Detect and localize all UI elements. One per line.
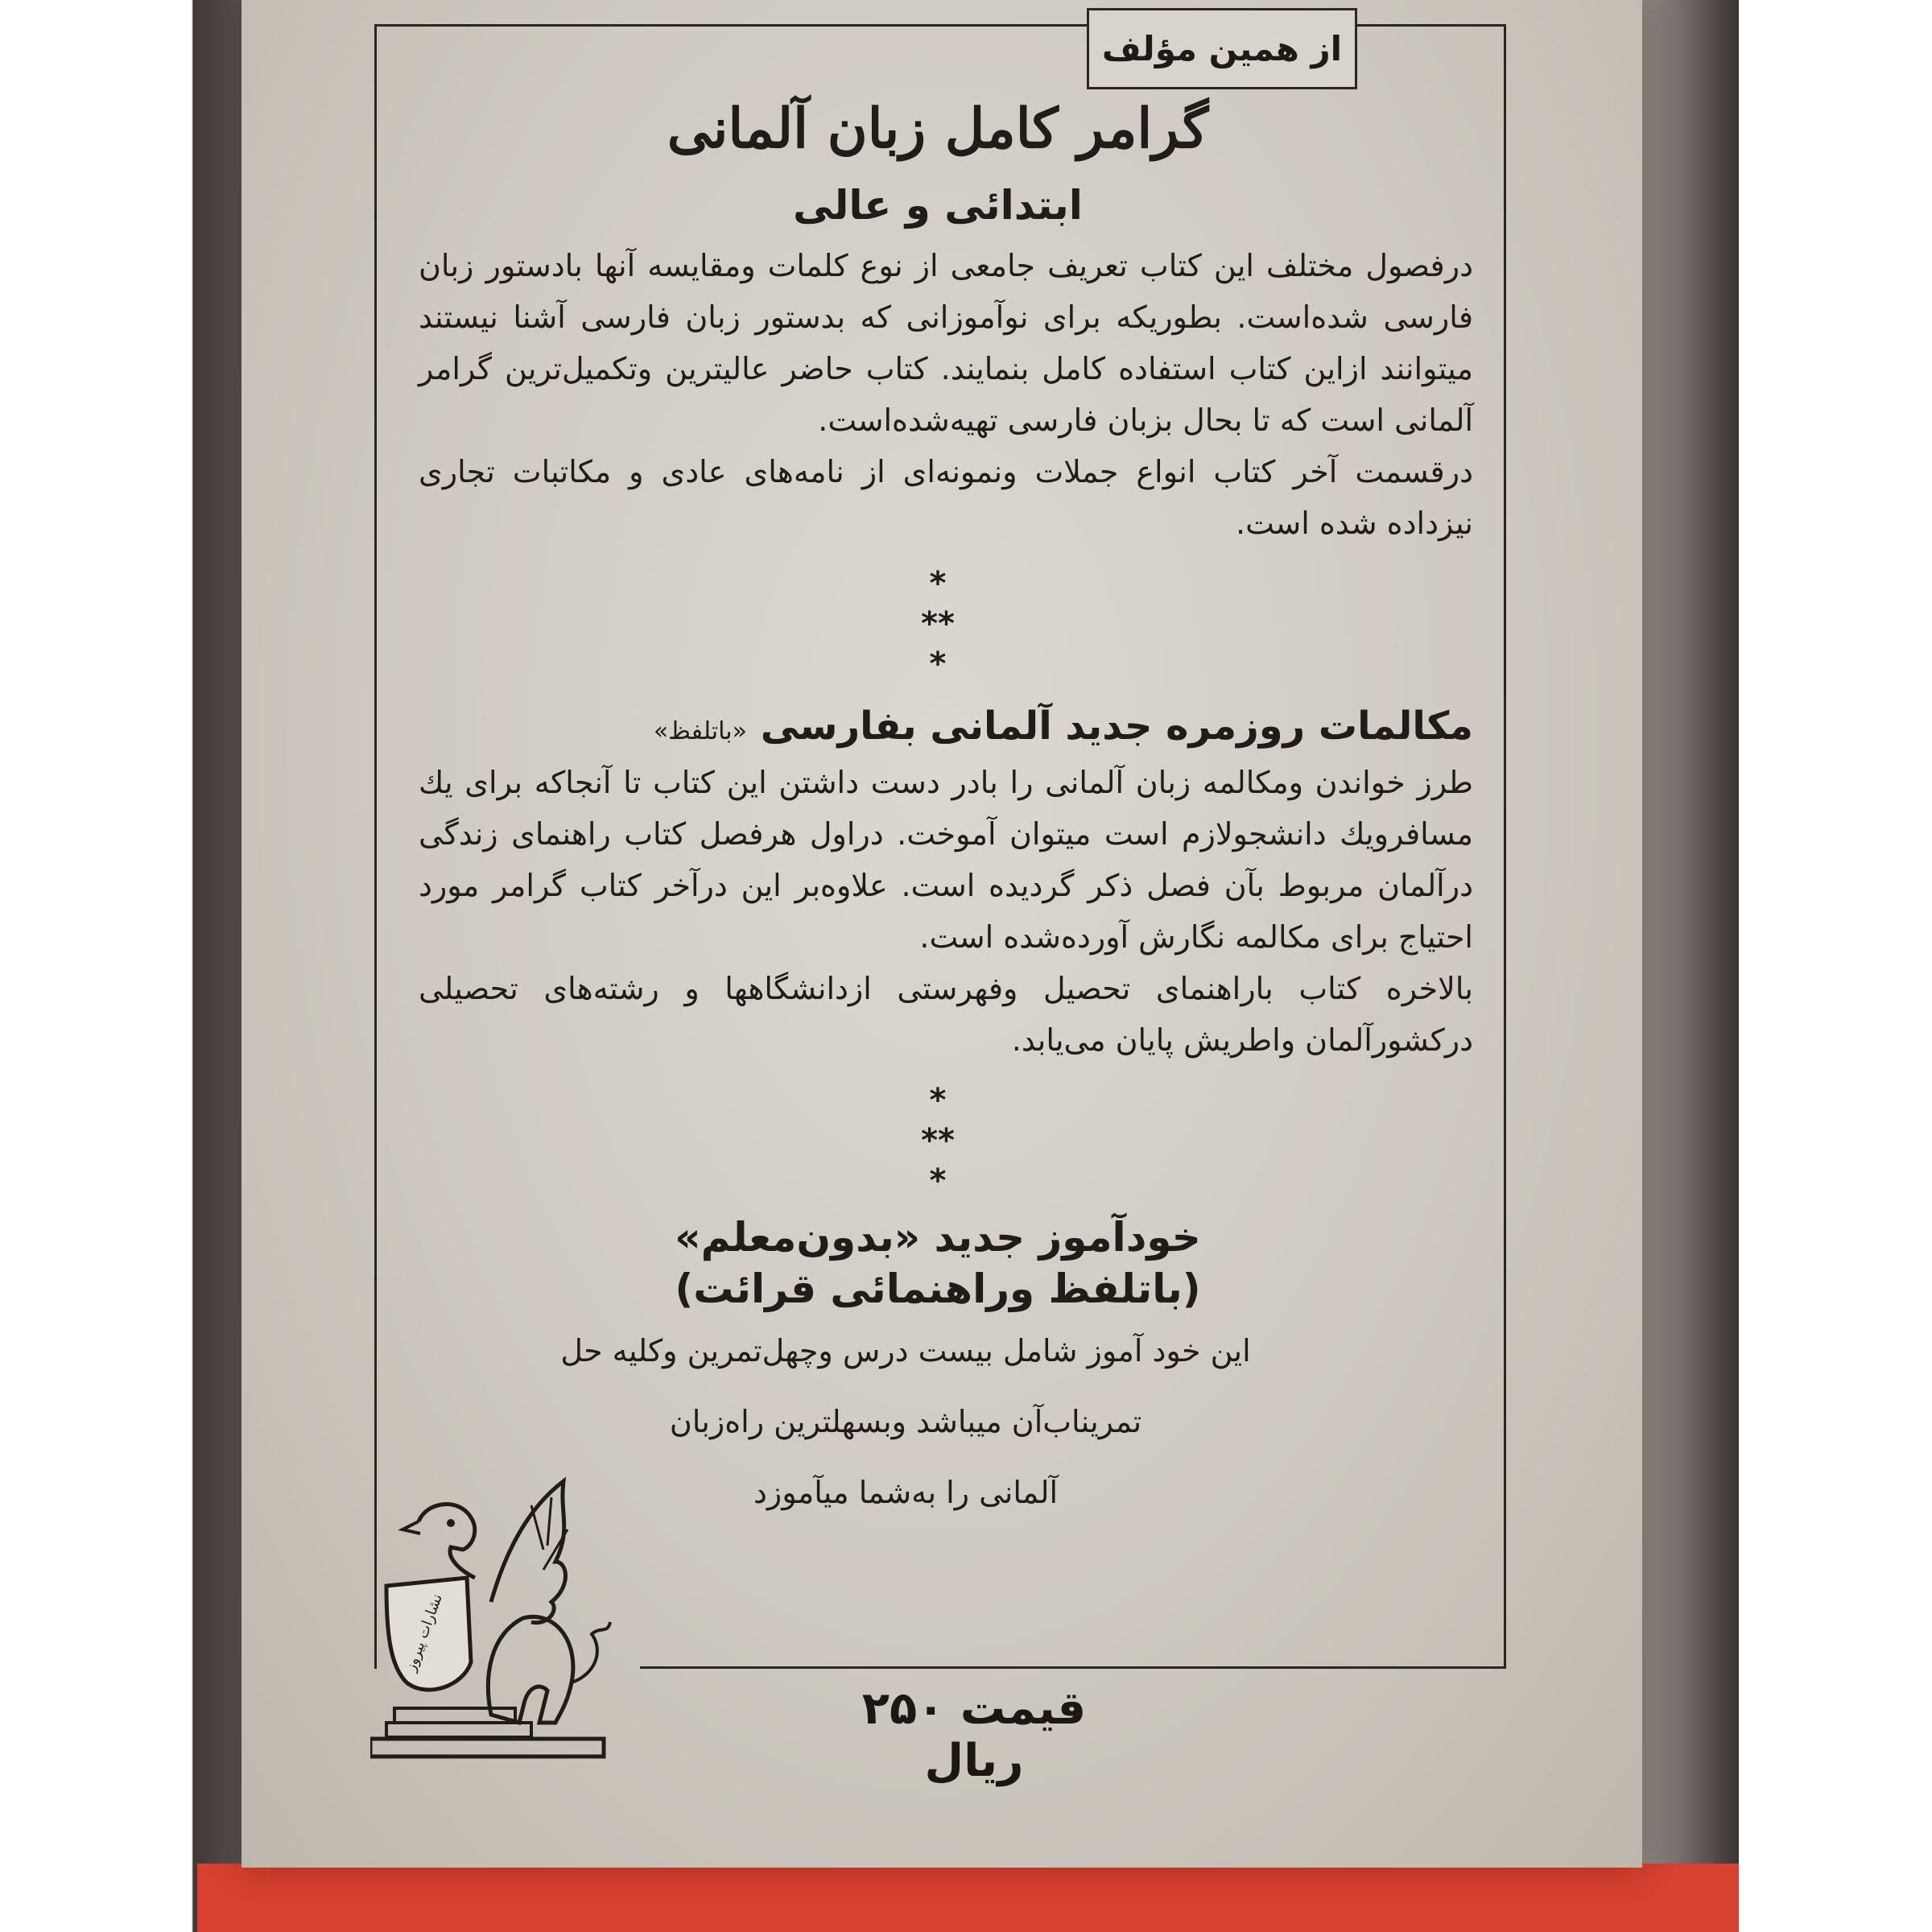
- separator-stars-2: [402, 1080, 1473, 1201]
- book2-heading: [402, 704, 1473, 749]
- catalog-content: [402, 89, 1473, 1528]
- book2-note: «باتلفظ»: [653, 717, 747, 745]
- book2-title: مکالمات روزمره جدید آلمانی بفارسی: [760, 704, 1473, 749]
- book1-subtitle: ابتدائی و عالی: [793, 182, 1083, 229]
- star-line: *: [929, 565, 947, 602]
- emblem-shield-text: نشارات پیروز: [402, 1591, 446, 1674]
- star-line: *: [929, 646, 947, 683]
- griffin-emblem-icon: [370, 1473, 612, 1779]
- book-cover-red-band: [197, 1864, 1739, 1932]
- author-box-label: از همین مؤلف: [1087, 8, 1357, 89]
- page-frame-bottom-rule: [640, 1666, 1505, 1669]
- book1-paragraph-2: درقسمت آخر کتاب انواع جملات ونمونه‌ای از نامه‌های عادی و مکاتبات تجاری نیزداده شده است.: [419, 454, 1473, 541]
- star-line: *: [929, 1162, 947, 1199]
- book1-title: گرامر کامل زبان آلمانی: [667, 97, 1209, 161]
- book3-line-2: تمریناب‌آن میباشد وبسهلترین راه‌زبان: [669, 1404, 1142, 1439]
- star-line: *: [929, 1082, 947, 1119]
- book3-line-1: این خود آموز شامل بیست درس وچهل‌تمرین وکلیه حل: [560, 1333, 1251, 1368]
- book3-subtitle: (باتلفظ وراهنمائی قرائت): [675, 1265, 1201, 1312]
- book2-paragraph-1: طرز خواندن ومکالمه زبان آلمانی را بادر دست داشتن این کتاب تا آنجاکه برای یك مسافرویك دانشجولازم است میتوان آموخت. دراول هرفصل کتاب راهنمای زندگی درآلمان مربوط بآن فصل ذکر گردیده است. علاوه‌بر این درآخر کتاب گرامر مورد احتیاج برای مکالمه نگارش آورده‌شده است.: [419, 765, 1473, 955]
- star-line: **: [921, 605, 955, 642]
- book2-paragraph-2: بالاخره کتاب باراهنمای تحصیل وفهرستی ازدانشگاهها و رشته‌های تحصیلی درکشورآلمان واطریش پایان می‌یابد.: [419, 971, 1473, 1058]
- separator-stars-1: [402, 564, 1473, 684]
- page-left-margin: [0, 0, 193, 1932]
- book3-line-3: آلمانی را به‌شما میآموزد: [753, 1475, 1059, 1510]
- catalog-page: [242, 0, 1642, 1868]
- book1-paragraph-1: درفصول مختلف این کتاب تعریف جامعی از نوع کلمات ومقایسه آنها بادستور زبان فارسی شده‌است. بطوریکه برای نوآموزانی که بدستور زبان فارسی آشنا نیستند میتوانند ازاین کتاب استفاده کامل بنمایند. کتاب حاضر عالیترین وتکمیل‌ترین گرامر آلمانی است که تا بحال بزبان فارسی تهیه‌شده‌است.: [419, 248, 1473, 438]
- book3-title: خودآموز جدید «بدون‌معلم»: [675, 1214, 1201, 1261]
- star-line: **: [921, 1122, 955, 1159]
- price-label: قیمت ۲۵۰ ریال: [861, 1682, 1087, 1787]
